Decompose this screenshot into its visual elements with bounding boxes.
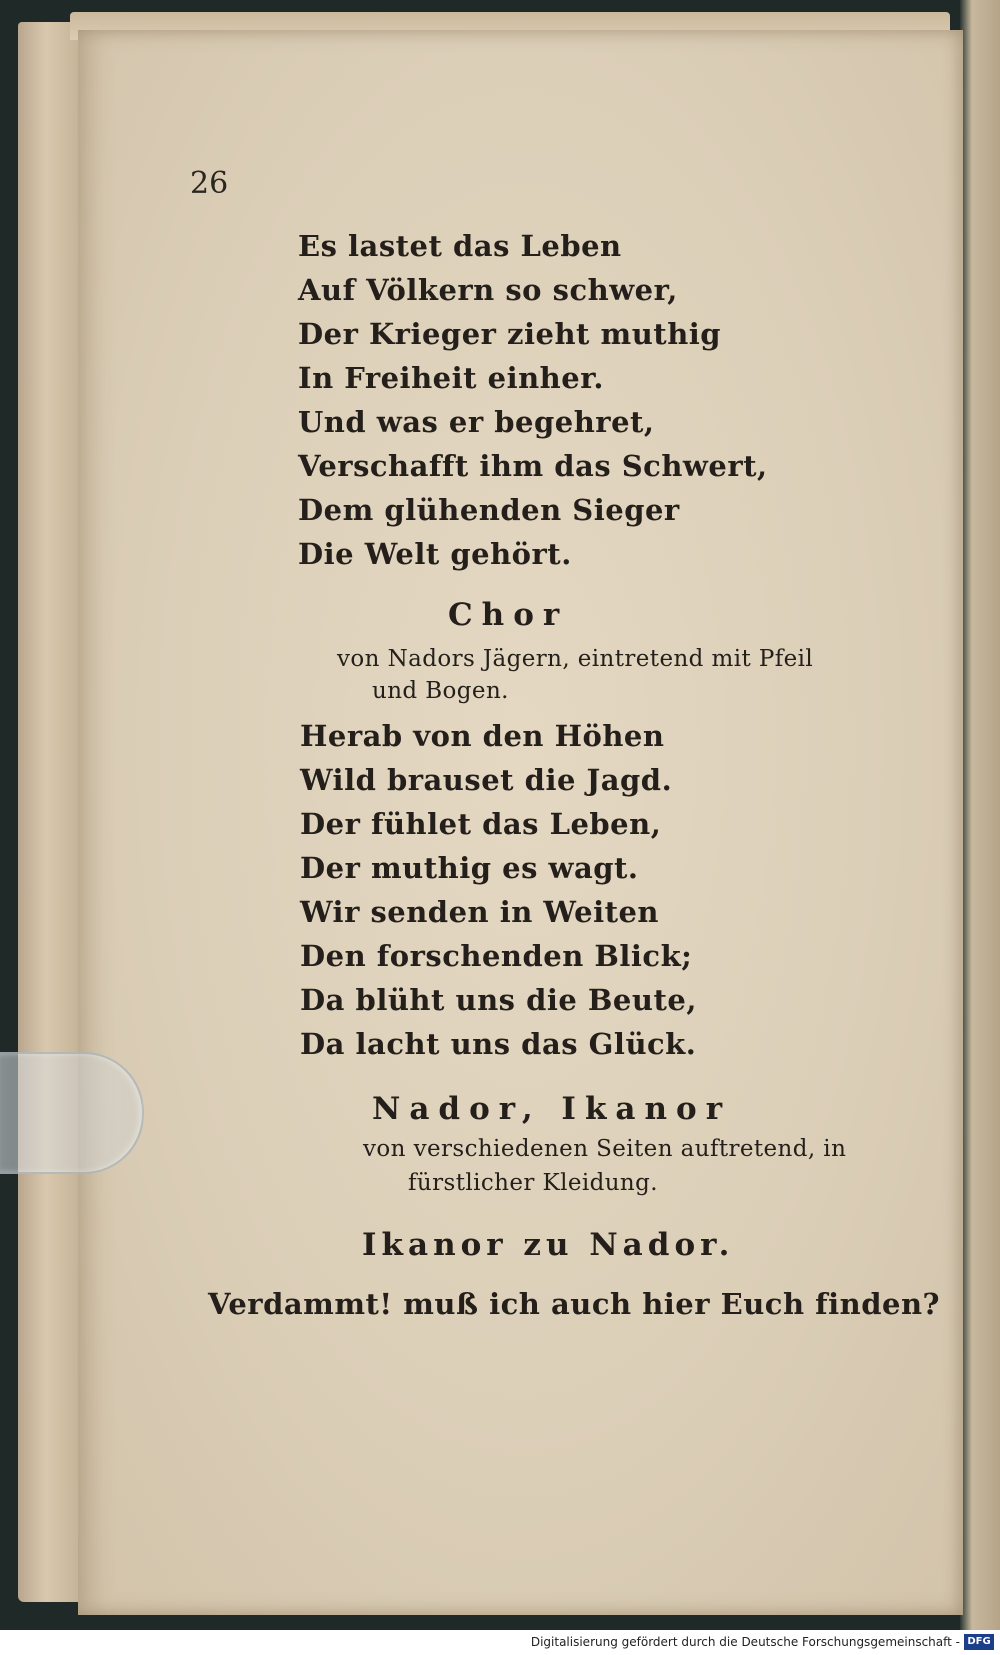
digitization-footer [0, 1630, 1000, 1655]
verse-line: Da blüht uns die Beute, [300, 983, 697, 1017]
speaker-heading-chor: Chor [448, 597, 569, 633]
page-number: 26 [190, 166, 229, 201]
verse-line: Die Welt gehört. [298, 537, 572, 571]
speaker-heading-nador-ikanor: Nador, Ikanor [372, 1091, 732, 1127]
stage-direction: und Bogen. [372, 678, 509, 704]
speaker-heading-ikanor: Ikanor zu Nador. [362, 1227, 735, 1263]
stage-direction: fürstlicher Kleidung. [408, 1170, 658, 1196]
verse-line: Der fühlet das Leben, [300, 807, 662, 841]
dfg-logo-icon: DFG [964, 1634, 994, 1650]
verse-line: Da lacht uns das Glück. [300, 1027, 697, 1061]
verse-line: Der muthig es wagt. [300, 851, 639, 885]
verse-line: Wir senden in Weiten [300, 895, 660, 929]
verse-line: In Freiheit einher. [298, 361, 604, 395]
verse-line: Dem glühenden Sieger [298, 493, 680, 527]
footer-credit: Digitalisierung gefördert durch die Deutsche Forschungsgemeinschaft - [530, 1635, 960, 1649]
verse-line: Der Krieger zieht muthig [298, 317, 722, 351]
verse-line: Und was er begehret, [298, 405, 655, 439]
verse-line: Herab von den Höhen [300, 719, 665, 753]
verse-line: Den forschenden Blick; [300, 939, 693, 973]
verse-line: Es lastet das Leben [298, 229, 622, 263]
verse-line: Auf Völkern so schwer, [298, 273, 678, 307]
dialogue-line: Verdammt! muß ich auch hier Euch finden? [208, 1287, 941, 1321]
stage-direction: von verschiedenen Seiten auftretend, in [363, 1136, 847, 1162]
stage-direction: von Nadors Jägern, eintretend mit Pfeil [337, 646, 814, 672]
verse-line: Verschafft ihm das Schwert, [298, 449, 768, 483]
verse-line: Wild brauset die Jagd. [300, 763, 673, 797]
page-holder-clip [0, 1052, 144, 1174]
